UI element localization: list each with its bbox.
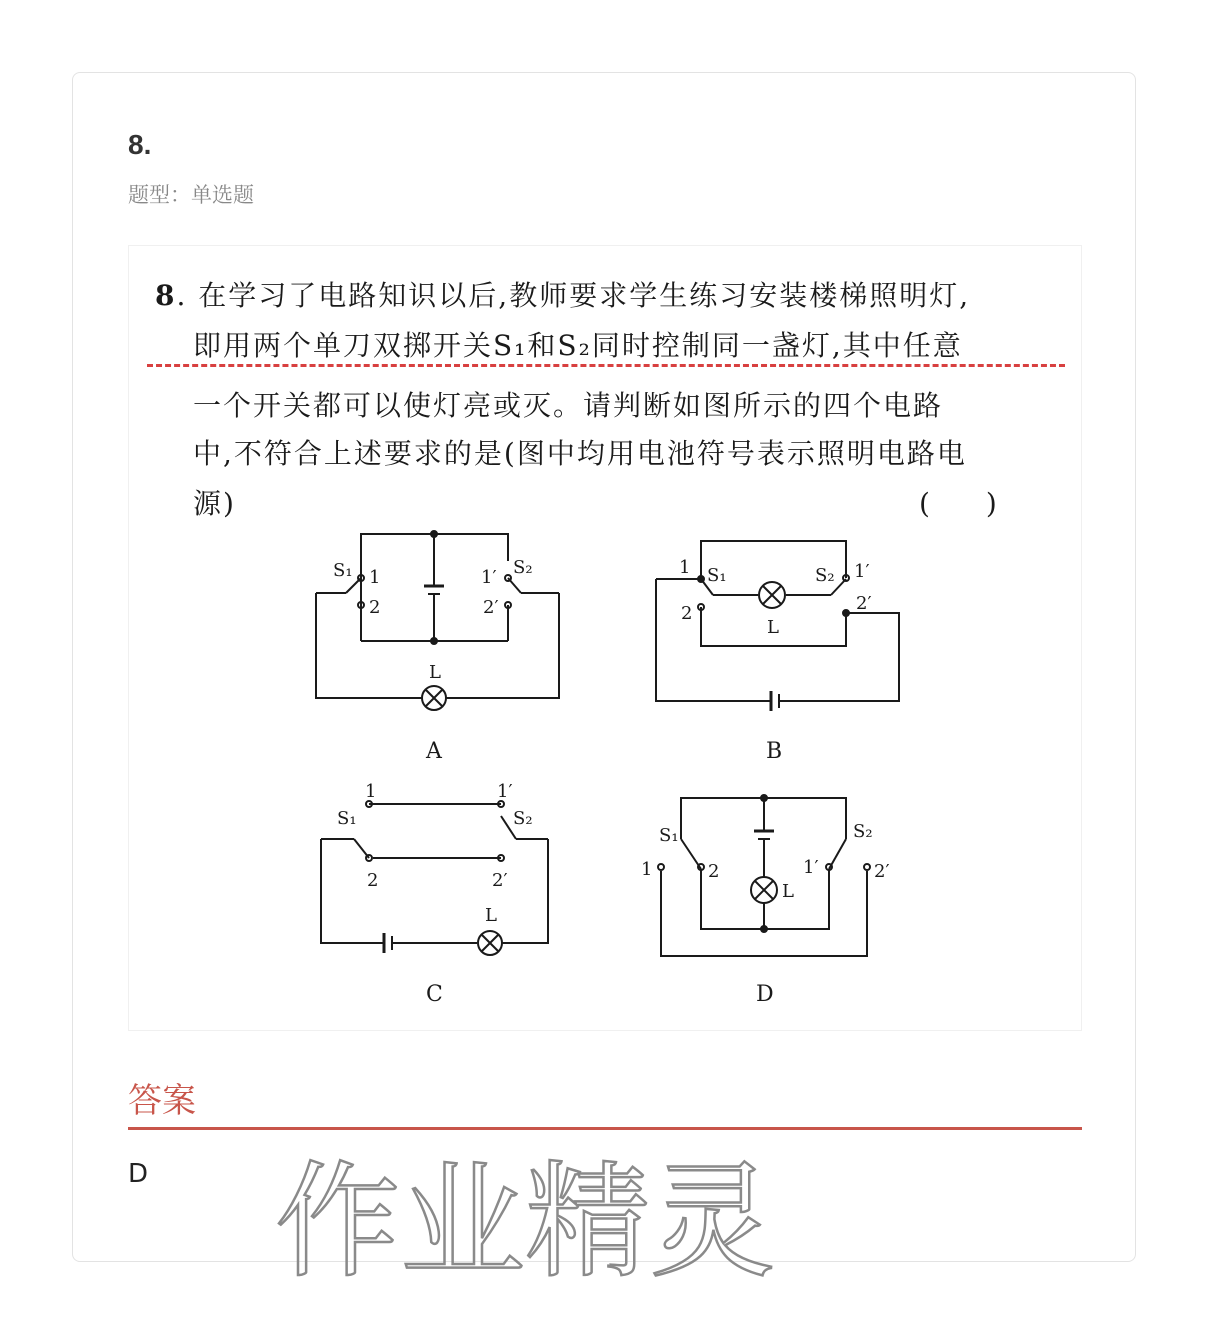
problem-line-4: 中,不符合上述要求的是(图中均用电池符号表示照明电路电 xyxy=(193,437,967,470)
a-lamp-label: L xyxy=(429,662,441,683)
a-s1-label: S₁ xyxy=(333,560,353,581)
d-p1p-label: 1′ xyxy=(803,857,819,878)
b-caption: B xyxy=(766,739,783,764)
d-s2-label: S₂ xyxy=(853,821,873,842)
c-s2-label: S₂ xyxy=(513,808,533,829)
a-p1-label: 1 xyxy=(369,567,381,588)
d-p2-label: 2 xyxy=(708,861,720,882)
problem-line-5: 源) xyxy=(193,487,236,520)
answer-divider xyxy=(128,1127,1082,1130)
d-p2p-label: 2′ xyxy=(874,861,890,882)
b-s2-label: S₂ xyxy=(815,565,835,586)
a-p2p-label: 2′ xyxy=(483,597,499,618)
a-s2-label: S₂ xyxy=(513,557,533,578)
b-s1-label: S₁ xyxy=(707,565,727,586)
b-p1p-label: 1′ xyxy=(854,561,870,582)
b-lamp-label: L xyxy=(767,617,779,638)
b-p2p-label: 2′ xyxy=(856,593,872,614)
d-caption: D xyxy=(756,982,774,1007)
question-card xyxy=(72,72,1136,1262)
circuit-diagrams xyxy=(129,246,1083,1032)
d-lamp-label: L xyxy=(782,881,794,902)
d-s1-label: S₁ xyxy=(659,825,679,846)
watermark xyxy=(275,1140,795,1300)
answer-heading: 答案 xyxy=(128,1081,196,1121)
answer-value: D xyxy=(128,1159,149,1189)
d-p1-label: 1 xyxy=(641,859,653,880)
c-p2p-label: 2′ xyxy=(492,870,508,891)
question-type: 题型：单选题 xyxy=(128,183,254,207)
c-caption: C xyxy=(426,982,443,1007)
c-lamp-label: L xyxy=(485,905,497,926)
watermark-text: 作业精灵 xyxy=(275,1150,775,1295)
c-s1-label: S₁ xyxy=(337,808,357,829)
problem-line-1: 8. 在学习了电路知识以后,教师要求学生练习安装楼梯照明灯, xyxy=(155,279,971,312)
problem-line-2: 即用两个单刀双掷开关S₁和S₂同时控制同一盏灯,其中任意 xyxy=(193,329,963,362)
c-p1-label: 1 xyxy=(365,781,377,802)
b-p1-label: 1 xyxy=(679,557,691,578)
c-p1p-label: 1′ xyxy=(497,781,513,802)
question-number: 8. xyxy=(128,129,152,160)
problem-line-3: 一个开关都可以使灯亮或灭。请判断如图所示的四个电路 xyxy=(193,389,944,422)
diagram-d xyxy=(658,795,870,956)
question-image xyxy=(128,245,1082,1031)
b-p2-label: 2 xyxy=(681,603,693,624)
c-p2-label: 2 xyxy=(367,870,379,891)
a-caption: A xyxy=(426,739,442,764)
answer-blank: ( ) xyxy=(919,487,997,520)
a-p2-label: 2 xyxy=(369,597,381,618)
a-p1p-label: 1′ xyxy=(481,567,497,588)
